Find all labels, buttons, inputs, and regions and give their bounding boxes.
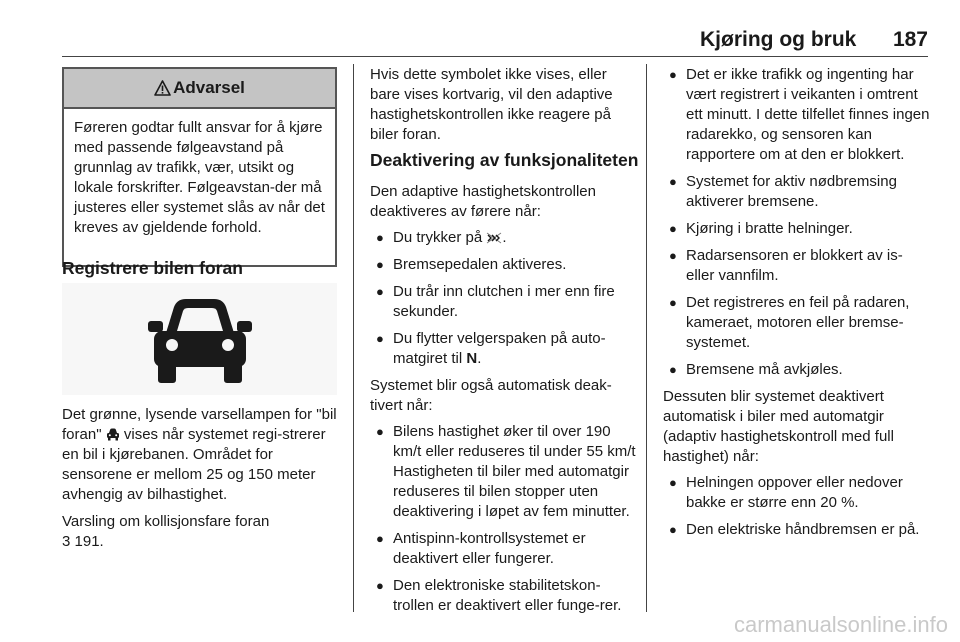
cruise-distance-button-icon <box>486 232 502 244</box>
deactivation-conditions-list <box>663 65 931 380</box>
vehicle-ahead-text-start: Det grønne, lysende varsellampen for "bil foran" <box>62 406 337 443</box>
warning-header <box>64 69 335 109</box>
symbol-not-shown-paragraph: Hvis dette symbolet ikke vises, eller bare vises kortvarig, vil den adaptive hastighetskontrollen ikke reagere på biler foran. <box>370 66 613 143</box>
page-reference-arrow: 3 <box>62 533 71 550</box>
driver-deactivation-list <box>370 228 638 369</box>
auto-deactivation-list <box>370 422 638 616</box>
automatic-gear-list <box>663 473 931 540</box>
page-reference-link[interactable]: 191. <box>74 533 104 550</box>
list-item: ● Den elektroniske stabilitetskon-trollen er deaktivert eller funge-rer. <box>370 576 638 616</box>
car-indicator-panel <box>62 283 337 395</box>
header-rule <box>62 56 928 57</box>
warning-title: Advarsel <box>173 78 245 97</box>
deactivation-content <box>370 182 638 623</box>
column3-content <box>663 65 931 547</box>
car-front-small-icon <box>106 428 120 441</box>
list-item: ● Radarsensoren er blokkert av is- eller vannfilm. <box>663 246 931 286</box>
list-item: ● Antispinn-kontrollsystemet er deaktivert eller fungerer. <box>370 529 638 569</box>
watermark: carmanualsonline.info <box>733 612 948 637</box>
auto-deactivation-intro: Systemet blir også automatisk deak-tivert når: <box>370 377 612 414</box>
list-item: ● Bremsene må avkjøles. <box>663 360 931 380</box>
list-item: ● Bremsepedalen aktiveres. <box>370 255 638 275</box>
page-number: 187 <box>892 28 928 51</box>
section-title-deactivation: Deaktivering av funksjonaliteten <box>370 150 639 170</box>
list-item: ● Den elektriske håndbremsen er på. <box>663 520 931 540</box>
automatic-gear-intro: Dessuten blir systemet deaktivert automatisk i biler med automatgir (adaptiv hastighetskontroll med full hastighet) når: <box>663 388 894 465</box>
driver-deactivation-intro: Den adaptive hastighetskontrollen deaktiveres av førere når: <box>370 183 596 220</box>
column-divider-left <box>353 64 354 612</box>
list-item: ● Du flytter velgerspaken på auto-matgiret til N. <box>370 329 638 369</box>
warning-box <box>62 67 337 267</box>
vehicle-ahead-paragraph <box>62 405 344 552</box>
list-item: ● Bilens hastighet øker til over 190 km/t eller reduseres til under 55 km/t Hastigheten til biler med automatgir reduseres til bilen stopper uten deaktivering i løpet av fem minutter. <box>370 422 638 522</box>
chapter-title: Kjøring og bruk <box>700 28 857 51</box>
list-item: ● Det er ikke trafikk og ingenting har vært registrert i veikanten i omtrent ett minutt. I dette tilfellet finnes ingen radarekko, og sensoren kan rapportere om at den er blokkert. <box>663 65 931 165</box>
list-item: ● Det registreres en feil på radaren, kameraet, motoren eller bremse-systemet. <box>663 293 931 353</box>
list-item: ● Du trår inn clutchen i mer enn fire sekunder. <box>370 282 638 322</box>
list-item: ● Du trykker på . <box>370 228 638 248</box>
collision-warning-text: Varsling om kollisjonsfare foran <box>62 513 270 530</box>
section-title-vehicle-ahead: Registrere bilen foran <box>62 258 243 278</box>
gear-position-n: N <box>466 350 478 367</box>
list-item: ● Kjøring i bratte helninger. <box>663 219 931 239</box>
car-front-icon <box>144 293 256 387</box>
list-item: ● Helningen oppover eller nedover bakke er større enn 20 %. <box>663 473 931 513</box>
list-item: ● Systemet for aktiv nødbremsing aktiverer bremsene. <box>663 172 931 212</box>
warning-triangle-icon <box>154 80 171 96</box>
column-divider-right <box>646 64 647 612</box>
warning-text: Føreren godtar fullt ansvar for å kjøre med passende følgeavstand på grunnlag av trafikk, vær, utsikt og lokale forskrifter. Følgeavstan-der må justeres eller systemet slås av når det kreves av gjeldende forhold. <box>74 119 325 236</box>
vehicle-ahead-text-end: vises når systemet regi-strerer en bil i kjørebanen. Området for sensorene er mellom 25 og 150 meter avhengig av bilhastighet. <box>62 426 326 503</box>
